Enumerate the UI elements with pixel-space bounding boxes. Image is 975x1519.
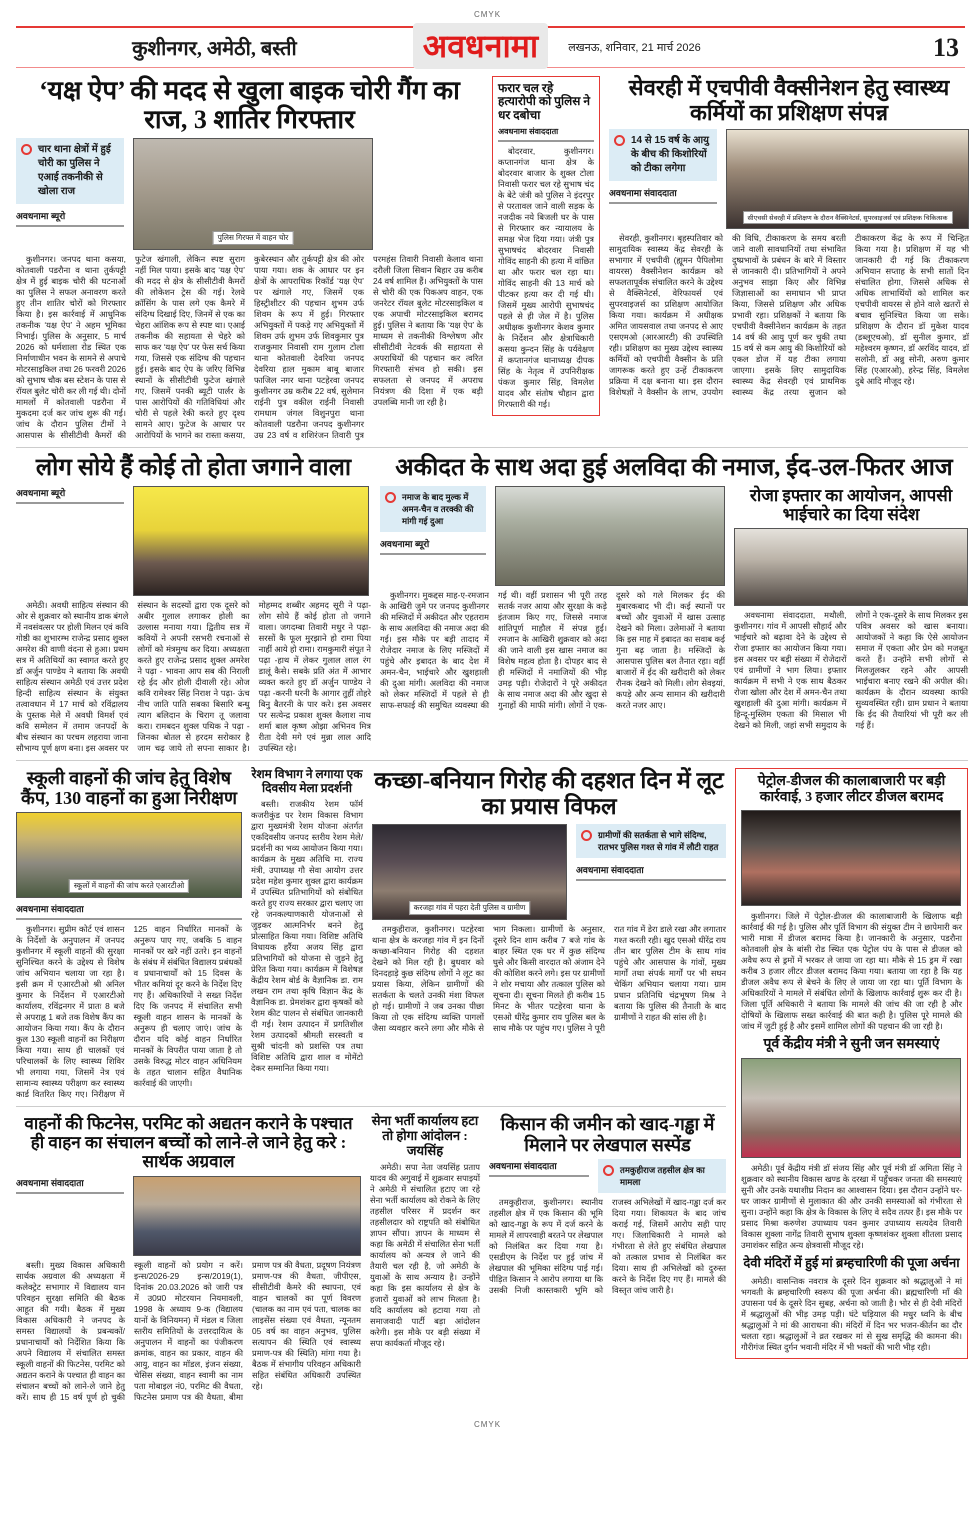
headline-school-vehicles: स्कूली वाहनों की जांच हेतु विशेष कैंप, 130 वाहनों का हुआ निरीक्षण: [21, 768, 237, 809]
photo-meeting: [133, 1176, 361, 1256]
article-lekhpal: [489, 1114, 726, 1295]
byline: अवधनामा संवाददाता: [498, 126, 594, 142]
byline: अवधनामा संवाददाता: [609, 186, 717, 204]
photo-kavi-goshthi: [133, 486, 369, 596]
article-sena-bharti: [370, 1114, 480, 1349]
masthead: [16, 26, 965, 68]
article-body: कुशीनगर। मुकद्दस माह-ए-रमजान के आखिरी जुमे पर जनपद कुशीनगर की मस्जिदों में अकीदत और एहतराम के साथ अलविदा की नमाज अदा की गई। इस मौके पर बड़ी तादाद में रोजेदार नमाज के लिए मस्जिदों में पहुंचे और इबादत के बाद देश में अमन-चैन, भाईचारे और खुशहाली की दुआ मांगी। अलविदा की नमाज को लेकर मस्जिदों में पहले से ही साफ-सफाई की समुचित व्यवस्था की गई थी। वहीं प्रशासन भी पूरी तरह सतर्क नजर आया और सुरक्षा के कड़े इंतजाम किए गए, जिससे नमाज शांतिपूर्ण माहौल में संपन्न हुई। रमजान के आखिरी शुक्रवार को अदा की जाने वाली इस खास नमाज का विशेष महत्व होता है। दोपहर बाद से ही मस्जिदों में नमाजियों की भीड़ उमड़ पड़ी। रोजेदारों ने पूरे अकीदत के साथ नमाज अदा की और खुदा से गुनाहों की माफी मांगी। लोगों ने एक-दूसरे को गले मिलकर ईद की मुबारकबाद भी दी। कई स्थानों पर बच्चों और युवाओं में खास उत्साह देखने को मिला। उलेमाओं ने बताया कि इस माह में इबादत का सवाब कई गुना बढ़ जाता है। मस्जिदों के आसपास पुलिस बल तैनात रहा। वहीं बाजारों में ईद की खरीदारी को लेकर रौनक देखने को मिली। लोग सेवइयां, कपड़े और अन्य सामान की खरीदारी करते नजर आए।: [380, 590, 725, 711]
article-body: तमकुहीराज, कुशीनगर। स्थानीय तहसील क्षेत्र में एक किसान की भूमि को खाद-गड्ढा के रूप में दर्ज करने के मामले में लापरवाही बरतने पर लेखपाल को निलंबित कर दिया गया है। एसडीएम के निर्देश पर हुई जांच में लेखपाल की भूमिका संदिग्ध पाई गई। पीड़ित किसान ने आरोप लगाया था कि उसकी निजी कास्तकारी भूमि को राजस्व अभिलेखों में खाद-गड्ढा दर्ज कर दिया गया। शिकायत के बाद जांच कराई गई, जिसमें आरोप सही पाए गए। जिलाधिकारी ने मामले को गंभीरता से लेते हुए संबंधित लेखपाल को तत्काल प्रभाव से निलंबित कर दिया। साथ ही अभिलेखों को दुरुस्त करने के निर्देश दिए गए हैं। मामले की विस्तृत जांच जारी है।: [489, 1196, 726, 1295]
article-body: बोदरवार, कुशीनगर। कप्तानगंज थाना क्षेत्र के बोदरवार बाजार के शुक्ल टोला निवासी फरार चल रहे सुभाष चंद के बेटे जंत्री को पुलिस ने इंदरपुर से परतावल जाने वाली सड़क के नजदीक नये बिजली घर के पास से गिरफ्तार कर न्यायालय के समक्ष भेज दिया गया। जंत्री पुत्र सुभाषचंद बोदरवार निवासी गोविंद साहनी की हत्या में वांछित था और फरार चल रहा था। गोविंद साहनी की 13 मार्च को पीटकर हत्या कर दी गई थी। जिसमें मुख्य आरोपी सुभाषचंद पहले से ही जेल में है। पुलिस अधीक्षक कुशीनगर केशव कुमार के निर्देशन और क्षेत्राधिकारी कसया कुन्दन सिंह के पर्यवेक्षण में कप्तानगंज थानाध्यक्ष दीपक सिंह के नेतृत्व में उपनिरीक्षक पंकज कुमार सिंह, विमलेश यादव और संतोष चौहान द्वारा गिरफ्तारी की गई।: [498, 146, 594, 410]
lower-section: [16, 768, 968, 1415]
highlight-box: तमकुहीराज तहसील क्षेत्र का मामला: [598, 1159, 726, 1193]
highlight-box: नमाज के बाद मुल्क में अमन-चैन व तरक्की की मांगी गई दुआ: [380, 486, 486, 532]
boxed-article-murder: [492, 76, 600, 416]
article-alvida: [380, 486, 725, 711]
photo-public-hearing: [741, 1058, 961, 1158]
byline: अवधनामा संवाददाता: [16, 1176, 124, 1194]
issue-date: लखनऊ, शनिवार, 21 मार्च 2026: [568, 42, 701, 54]
highlight-box: ग्रामीणों की सतर्कता से भागे संदिग्ध, रातभर पुलिस गश्त से गांव में लौटी राहत: [576, 824, 726, 858]
headline-holi-milan: लोग सोये हैं कोई तो होता जगाने वाला: [35, 455, 352, 482]
print-mark-top: CMYK: [473, 10, 502, 19]
article-school-vehicles: [16, 768, 242, 1100]
article-hpv: [609, 76, 969, 398]
headline-fitness: वाहनों की फिटनेस, परमिट को अद्यतन कराने के पश्चात ही वाहन का संचालन बच्चों को लाने-ले जाने हेतु करे : सार्थक अग्रवाल: [24, 1114, 353, 1172]
headline-sena-bharti: सेना भर्ती कार्यालय हटा तो होगा आंदोलन : जयसिंह: [371, 1113, 479, 1158]
article-kachha-baniyan: [372, 768, 726, 1034]
boxed-right-column: [735, 768, 968, 1359]
highlight-box: [16, 138, 124, 204]
article-body: अमेठी। अवधी साहित्य संस्थान की ओर से शुक्रवार को स्थानीय डाक बंगले में नवसंवत्सर पर होली मिलन एवं कवि गोष्ठी का शुभारम्भ राजेन्द्र प्रसाद शुक्ल अमरेश की वाणी वंदना से हुआ। प्रथम सत्र में अतिथियों का स्वागत करते हुए डॉ अर्जुन पाण्डेय ने बताया कि अवधी साहित्य संस्थान अमेठी एवं उत्तर प्रदेश हिन्दी साहित्य संस्थान के संयुक्त तत्वावधान में 17 मार्च को रविंद्रालय के पुस्तक मेले में अवधी विमर्श एवं कवि सम्मेलन में तमाम जनपदों के बीच संस्थान का परचम लहराया जाना सौभाग्य पूर्ण क्षण बना। इस अवसर पर संस्थान के सदस्यों द्वारा एक दूसरे को अबीर गुलाल लगाकर होली का उल्लास मनाया गया। द्वितीय सत्र में कवियों ने अपनी रसभरी रचनाओं से लोगों को मंत्रमुग्ध कर दिया। अध्यक्षता करते हुए राजेन्द्र प्रसाद शुक्ल अमरेश ने पढ़ा - भावना आप सब की निराली रहे ईद और होली दीवाली रहे। ओज कवि रामेश्वर सिंह निराश ने पढ़ा- ऊंच नीच जाति पाति सबका बिसारि बन्धु त्याग बलिदान के चिराग तू जलावा करा। रामबदन शुक्ल पथिक ने पढ़ा - जिनका बोतल से हरदम सरोकार है जाम चढ़ जाये तो सपना साकार है। मोहम्मद शब्बीर अहमद सूरी ने पढ़ा- लोग सोये हैं कोई होता तो जगाने वाला। जगदम्बा तिवारी मधुर ने पढ़ा- सरसों कै फूल मुरझाने हो रामा पिया नाहीं आये हो रामा। रामकुमारी संपूत ने पढ़ा -हाथ में लेकर गुलाल लाल रंग डालूं कैसे। सबके प्रति अंत में आभार व्यक्त करते हुए डॉ अर्जुन पाण्डेय ने पढ़ा -करनी धरनी कै आगार तुहीं तोहरे बिनु बैतरनी के पार करे। इस अवसर पर सत्येन्द्र प्रकाश शुक्ल कैलाश नाथ शर्मा बाल कृष्ण ओझा अभिनव मित्र रीता देवी मगे एवं मुन्ना लाल आदि उपस्थित रहे।: [16, 600, 371, 754]
band-1: [16, 76, 968, 448]
newspaper-logo: अवधनामा: [413, 23, 548, 69]
page-number: 13: [933, 32, 959, 62]
headline-diesel: पेट्रोल-डीजल की कालाबाजारी पर बड़ी कार्रवाई, 3 हजार लीटर डीजल बरामद: [757, 774, 946, 805]
article-body: सेवरही, कुशीनगर। बृहस्पतिवार को सामुदायिक स्वास्थ्य केंद्र सेवरही के सभागार में एचपीवी (ह्यूमन पैपिलोमा वायरस) वैक्सीनेशन कार्यक्रम को सफलतापूर्वक संचालित करने के उद्देश्य से वैक्सिनेटर्स, वेरिफायर्स एवं सुपरवाइजर्स का प्रशिक्षण आयोजित किया गया। कार्यक्रम में अधीक्षक अमित जायसवाल तथा जनपद से आए एसएमओ (आरआरटी) की उपस्थिति रही। प्रशिक्षण का मुख्य उद्देश्य स्वास्थ्य कर्मियों को एचपीवी वैक्सीन के प्रति जागरूक करते हुए उन्हें टीकाकरण प्रक्रिया में दक्ष बनाना था। इस दौरान विशेषज्ञों ने वैक्सीन के लाभ, उपयोग की विधि, टीकाकरण के समय बरती जाने वाली सावधानियों तथा संभावित दुष्प्रभावों के प्रबंधन के बारे में विस्तार से जानकारी दी। प्रतिभागियों ने अपने अनुभव साझा किए और विभिन्न जिज्ञासाओं का समाधान भी प्राप्त किया, जिससे प्रशिक्षण और अधिक प्रभावी रहा। प्रशिक्षकों ने बताया कि एचपीवी वैक्सीनेशन कार्यक्रम के तहत 14 वर्ष की आयु पूर्ण कर चुकी तथा 15 वर्ष से कम आयु की किशोरियों को एकल डोज में यह टीका लगाया जाएगा। इसके लिए सामुदायिक स्वास्थ्य केंद्र सेवरही एवं प्राथमिक स्वास्थ्य केंद्र तरया सुजान को टीकाकरण केंद्र के रूप में चिन्हित किया गया है। प्रशिक्षण में यह भी जानकारी दी गई कि टीकाकरण अभियान सप्ताह के सभी सातों दिन संचालित होगा, जिससे अधिक से अधिक लाभार्थियों को शामिल कर एचपीवी वायरस से होने वाले खतरों से बचाव सुनिश्चित किया जा सके। प्रशिक्षण के दौरान डॉ मुकेश यादव (डब्लूएचओ), डॉ सुनील कुमार, डॉ महेश्वरम कृष्णन, डॉ अरविंद यादव, डॉ सलोनी, डॉ अन्नु सोनी, अरुण कुमार सिंह (एआरओ), हरेन्द्र सिंह, विमलेश दुबे आदि मौजूद रहे।: [609, 233, 969, 398]
headline-lekhpal: किसान की जमीन को खाद-गड्ढा में मिलाने पर लेखपाल सस्पेंड: [500, 1114, 715, 1155]
bullet-ring-icon: [21, 144, 32, 155]
article-body: कुशीनगर। जनपद थाना कसया, कोतवाली पडरौना व थाना तुर्कपट्टी क्षेत्र में हुई बाइक चोरी की घटनाओं का पुलिस ने सफल अनावरण करते हुए तीन शातिर चोरों को गिरफ्तार किया है। इस कार्रवाई में आधुनिक तकनीक ‘यक्ष ऐप’ ने अहम भूमिका निभाई। पुलिस के अनुसार, 5 मार्च 2026 को धर्मशाला रोड स्थित एक निर्माणाधीन भवन के सामने से अपाचे मोटरसाइकिल तथा 26 फरवरी 2026 को सुभाष चौक बस स्टेशन के पास से रॉयल बुलेट चोरी कर ली गई थी। दोनों मामलों में कोतवाली पडरौना में मुकदमा दर्ज कर जांच शुरू की गई। जांच के दौरान पुलिस टीमों ने आसपास के सीसीटीवी कैमरों की फुटेज खंगाली, लेकिन स्पष्ट सुराग नहीं मिल पाया। इसके बाद ‘यक्ष ऐप’ की मदद से क्षेत्र के सीसीटीवी कैमरों की लोकेशन ट्रेस की गई। रेलवे क्रॉसिंग के पास लगे एक कैमरे में संदिग्ध दिखाई दिए, जिनमें से एक का चेहरा आंशिक रूप से स्पष्ट था। एआई तकनीक की सहायता से चेहरे को साफ कर ‘यक्ष ऐप’ पर फेस सर्च किया गया, जिससे एक संदिग्ध की पहचान हुई। इसके बाद ऐप के जरिए विभिन्न स्थानों के सीसीटीवी फुटेज खंगाले गए, जिसमें पनकी ब्यूटी पार्लर के पास आरोपियों की गतिविधियां और चोरी से पहले रेकी करते हुए दृश्य सामने आए। फुटेज के आधार पर आरोपियों के भागने का रास्ता कसया, कुबेरस्थान और तुर्कपट्टी क्षेत्र की ओर पाया गया। शक के आधार पर इन क्षेत्रों के आपराधिक रिकॉर्ड ‘यक्ष ऐप’ पर खंगाले गए, जिसमें एक हिस्ट्रीशीटर की पहचान शुभम उर्फ शिवम के रूप में हुई। गिरफ्तार अभियुक्तों में पकड़े गए अभियुक्तों में शिवम उर्फ शुभम उर्फ शिवकुमार पुत्र राजकुमार निवासी राम गुलाम टोला थाना कोतवाली देवरिया जनपद देवरिया हाल मुकाम बाबू बाजार फाजिल नगर थाना पटहेरवा जनपद कुशीनगर उम्र करीब 22 वर्ष, सुलेमान राईनी पुत्र वकील राईनी निवासी रामधाम जंगल विशुनपुरा थाना कोतवाली पडरौना जनपद कुशीनगर उम्र 23 वर्ष व शशिरंजन तिवारी पुत्र परमहंस तिवारी निवासी केलाव थाना दरौली जिला सिवान बिहार उम्र करीब 24 वर्ष शामिल हैं। अभियुक्तों के पास से चोरी की एक पिकअप वाहन, एक जनरेटर रॉयल बुलेट मोटरसाइकिल व एक अपाची मोटरसाइकिल बरामद हुई। पुलिस ने बताया कि ‘यक्ष ऐप’ के माध्यम से तकनीकी विश्लेषण और सीसीटीवी नेटवर्क की सहायता से अपराधियों की पहचान कर त्वरित गिरफ्तारी संभव हो सकी। इस सफलता से जनपद में अपराध नियंत्रण की दिशा में एक बड़ी उपलब्धि मानी जा रही है।: [16, 254, 483, 441]
bullet-ring-icon: [614, 135, 625, 146]
article-body: कुशीनगर। सुप्रीम कोर्ट एवं शासन के निर्देशों के अनुपालन में जनपद कुशीनगर में स्कूली वाहनों की सुरक्षा सुनिश्चित करने के उद्देश्य से विशेष जांच अभियान चलाया जा रहा है। इसी क्रम में एआरटीओ श्री अनिल कुमार के निर्देशन में एआरटीओ कार्यालय, रविंद्रनगर में प्रातः 8 बजे से अपराह्न 1 बजे तक विशेष कैंप का आयोजन किया गया। कैंप के दौरान कुल 130 स्कूली वाहनों का निरीक्षण किया गया। साथ ही चालकों एवं परिचालकों के लिए स्वास्थ्य शिविर भी लगाया गया, जिसमें नेत्र एवं सामान्य स्वास्थ्य परीक्षण कर स्वास्थ्य कार्ड वितरित किए गए। निरीक्षण में 125 वाहन निर्धारित मानकों के अनुरूप पाए गए, जबकि 5 वाहन मानकों पर खरे नहीं उतरे। इन वाहनों के संबंध में संबंधित विद्यालय प्रबंधकों व प्रधानाचार्यों को 15 दिवस के भीतर कमियां दूर करने के निर्देश दिए गए हैं। अधिकारियों ने सख्त निर्देश दिए कि जनपद में संचालित सभी स्कूली वाहन शासन के मानकों के अनुरूप ही चलाए जाएं। जांच के दौरान यदि कोई वाहन निर्धारित मानकों के विपरीत पाया जाता है तो उसके विरुद्ध मोटर वाहन अधिनियम के तहत चालान सहित वैधानिक कार्रवाई की जाएगी।: [16, 924, 242, 1100]
headline-kachha-baniyan: कच्छा-बनियान गिरोह की दहशत दिन में लूट का प्रयास विफल: [374, 768, 724, 819]
headline-resham: रेशम विभाग ने लगाया एक दिवसीय मेला प्रदर्शनी: [251, 767, 363, 795]
headline-sanjay-singh: पूर्व केंद्रीय मंत्री ने सुनी जन समस्याएं: [763, 1037, 940, 1053]
photo-namaz: [495, 486, 725, 586]
byline: अवधनामा संवाददाता: [16, 902, 242, 920]
photo-caption: पुलिस गिरफ्त में वाहन चोर: [213, 231, 294, 245]
section-title: कुशीनगर, अमेठी, बस्ती: [132, 38, 297, 60]
headline-alvida-namaz: अकीदत के साथ अदा हुई अलविदा की नमाज, ईद-उल-फितर आज: [395, 455, 953, 482]
article-body: बस्ती। राजकीय रेशम फॉर्म कजरीकुंड पर रेशम विकास विभाग द्वारा मुख्यमंत्री रेशम योजना अंतर्गत एकदिवसीय जनपद स्तरीय रेशम मेले/प्रदर्शनी का भव्य आयोजन किया गया। कार्यक्रम के मुख्य अतिथि मा. राज्य मंत्री, उपाध्यक्ष गौ सेवा आयोग उत्तर प्रदेश महेश कुमार शुक्ल द्वारा कार्यक्रम में उपस्थित प्रतिभागियों को संबोधित करते हुए राज्य सरकार द्वारा चलाए जा रहे जनकल्याणकारी योजनाओं से जुड़कर आत्मनिर्भर बनने हेतु प्रोत्साहित किया गया। विशिष्ट अतिथि विधायक हर्रैया अजय सिंह द्वारा प्रतिभागियों को योजना से जुड़ने हेतु प्रेरित किया गया। कार्यक्रम में विशेषज्ञ केंद्रीय रेशम बोर्ड के वैज्ञानिक डा. राम लखन राम तथा कृषि विज्ञान केंद्र के वैज्ञानिक डा. प्रेमशंकर द्वारा कृषकों को रेशम कीट पालन से संबंधित जानकारी दी गई। रेशम उत्पादन में प्रगतिशील रेशम उत्पादकों श्रीमती सरस्वती व सुश्री चांदनी को प्रशस्ति पत्र तथा विशिष्ट अतिथि द्वारा शाल व मोमेंटो देकर सम्मानित किया गया।: [251, 798, 363, 1073]
photo-arrested-thieves: [133, 138, 373, 250]
headline-bike-theft: ‘यक्ष ऐप’ की मदद से खुला बाइक चोरी गैंग का राज, 3 शातिर गिरफ्तार: [39, 76, 460, 135]
article-body: अमेठी। सपा नेता जयसिंह प्रताप यादव की अगुवाई में शुक्रवार सपाइयों ने अमेठी में संचालित हटाए जा रहे सेना भर्ती कार्यालय को रोकने के लिए तहसील परिसर में प्रदर्शन कर तहसीलदार को राष्ट्रपति को संबोधित ज्ञापन सौंपा। ज्ञापन के माध्यम से कहा कि अमेठी में संचालित सेना भर्ती कार्यालय को अन्यत्र ले जाने की तैयारी चल रही है, जो अमेठी के युवाओं के साथ अन्याय है। उन्होंने कहा कि इस कार्यालय से क्षेत्र के हजारों युवाओं को लाभ मिलता है। यदि कार्यालय को हटाया गया तो समाजवादी पार्टी बड़ा आंदोलन करेगी। इस मौके पर बड़ी संख्या में सपा कार्यकर्ता मौजूद रहे।: [370, 1162, 480, 1349]
photo-diesel-drums: [741, 810, 961, 906]
highlight-text: चार थाना क्षेत्रों में हुई चोरी का पुलिस ने एआई तकनीकी से खोला राज: [38, 144, 111, 198]
byline: अवधनामा ब्यूरो: [16, 209, 124, 227]
article-holi-milan: [16, 486, 371, 754]
byline: अवधनामा ब्यूरो: [16, 486, 124, 504]
headline-devi-mandir: देवी मंदिरों में हुई मां ब्रम्हचारिणी की पूजा अर्चना: [743, 1255, 960, 1271]
byline: अवधनामा संवाददाता: [489, 1159, 589, 1177]
band-4: [16, 1114, 726, 1408]
bullet-ring-icon: [603, 1165, 614, 1176]
article-body: अवधनामा संवाददाता, मथौली, कुशीनगर। गांव में आपसी सौहार्द और भाईचारे को बढ़ावा देने के उद्देश्य से रोजा इफ्तार का आयोजन किया गया। इस अवसर पर बड़ी संख्या में रोजेदारों एवं ग्रामीणों ने भाग लिया। इफ्तार कार्यक्रम में सभी ने एक साथ बैठकर रोजा खोला और देश में अमन-चैन तथा खुशहाली की दुआ मांगी। कार्यक्रम में हिन्दू-मुस्लिम एकता की मिसाल भी देखने को मिली, जहां सभी समुदाय के लोगों ने एक-दूसरे के साथ मिलकर इस पवित्र अवसर को खास बनाया। आयोजकों ने कहा कि ऐसे आयोजन समाज में एकता और प्रेम को मजबूत करते हैं। उन्होंने सभी लोगों से मिलजुलकर रहने और आपसी भाईचारा बनाए रखने की अपील की। कार्यक्रम के दौरान व्यवस्था काफी सुव्यवस्थित रही। ग्राम प्रधान ने बताया कि ईद की तैयारियां भी पूरी कर ली गई हैं।: [734, 610, 968, 731]
photo-vehicle-inspection: स्कूलों में वाहनों की जांच करते एआरटीओ: [16, 812, 242, 898]
headline-hpv: सेवरही में एचपीवी वैक्सीनेशन हेतु स्वास्थ्य कर्मियों का प्रशिक्षण संपन्न: [628, 75, 950, 125]
article-fitness: [16, 1114, 361, 1402]
article-bike-theft: [16, 76, 483, 441]
bullet-ring-icon: [385, 492, 396, 503]
band-2: [16, 455, 968, 761]
article-body: अमेठी। वासन्तिक नवरात्र के दूसरे दिन शुक्रवार को श्रद्धालुओं ने मां भगवती के ब्रम्हचारिणी स्वरूप की पूजा अर्चना की। ब्रह्मचारिणी माँ की उपासना पर्व के दूसरे दिन सुबह, अर्चना को जाती है। भोर से ही देवी मंदिरों में श्रद्धालुओं की भीड़ उमड़ पड़ी। घंटे घड़ियाल की मधुर ध्वनि के बीच श्रद्धालुओं ने मां की आराधना की। मंदिरों में दिन भर भजन-कीर्तन का दौर चलता रहा। श्रद्धालुओं ने व्रत रखकर मां से सुख समृद्धि की कामना की। गौरीगंज स्थित दुर्गन भवानी मंदिर में भी भक्तों की भारी भीड़ रही।: [741, 1275, 962, 1352]
photo-village-patrol: करजहा गांव में पहरा देती पुलिस व ग्रामीण: [372, 824, 567, 920]
band-3: [16, 768, 726, 1107]
article-resham: [251, 768, 363, 1074]
print-mark-bottom: CMYK: [473, 1419, 502, 1429]
article-body: अमेठी। पूर्व केंद्रीय मंत्री डॉ संजय सिंह और पूर्व मंत्री डॉ अमिता सिंह ने शुक्रवार को स्थानीय विकास खण्ड के दरखा में पहुँचकर जनता की समस्याएं सुनी और उनके यथाशीघ्र निदान का आश्वासन दिया। इस दौरान उन्होंने घर-घर जाकर ग्रामीणों से मुलाकात की और उनकी समस्याओं को गंभीरता से सुना। उन्होंने कहा कि क्षेत्र के विकास के लिए वे सदैव तत्पर हैं। इस मौके पर प्रसाद मिश्रा करुणेश उपाध्याय पवन कुमार उपाध्याय सत्यदेव तिवारी विकास शुक्ला नागेंद्र तिवारी सुभाष शुक्ला कृष्णशंकर शुक्ला शीतला प्रसाद उमाशंकर सहित अन्य क्षेत्रवासी मौजूद रहे।: [741, 1163, 962, 1251]
photo-iftar: [734, 528, 968, 606]
article-body: कुशीनगर। जिले में पेट्रोल-डीजल की कालाबाजारी के खिलाफ बड़ी कार्रवाई की गई है। पुलिस और पूर्ति विभाग की संयुक्त टीम ने छापेमारी कर भारी मात्रा में डीजल बरामद किया है। जानकारी के अनुसार, पडरौना कोतवाली क्षेत्र के बांसी रोड स्थित एक पेट्रोल पंप के पास से डीजल को अवैध रूप से ड्रमों में भरकर ले जाया जा रहा था। मौके से 15 ड्रम में रखा करीब 3 हजार लीटर डीजल बरामद किया गया। बताया जा रहा है कि यह डीजल अवैध रूप से बेचने के लिए ले जाया जा रहा था। पूर्ति विभाग के अधिकारियों ने मामले में संबंधित लोगों के खिलाफ कार्रवाई शुरू कर दी है। जिला पूर्ति अधिकारी ने बताया कि मामले की जांच की जा रही है और दोषियों के खिलाफ सख्त कार्रवाई की बात कही है। पुलिस पूरे मामले की जांच में जुटी हुई है और इसमें शामिल लोगों की पहचान की जा रही है।: [741, 911, 962, 1032]
article-body: बस्ती। मुख्य विकास अधिकारी सार्थक अग्रवाल की अध्यक्षता में कलेक्ट्रेट सभागार में विद्यालय यान परिवहन सुरक्षा समिति की बैठक आहूत की गयी। बैठक में मुख्य विकास अधिकारी ने जनपद के समस्त विद्यालयों के प्रबन्धकों/प्रधानाचार्यों को निर्देशित किया कि अपने विद्यालय में संचालित समस्त स्कूली वाहनों की फिटनेस, परमिट को अद्यतन कराने के पश्चात ही वाहन का संचालन बच्चों को लाने-ले जाने हेतु करें। साथ ही 15 वर्ष पूर्ण हो चुकी स्कूली वाहनों को प्रयोग न करें। इन्स/2026-29 इन्स/2019(1), दिनांक 20.03.2026 को जारी पत्र में उ0प्र0 मोटरयान नियमावली, 1998 के अध्याय 9-क (विद्यालय यानों के विनियमन) में मंडल व जिला स्तरीय समितियों के उत्तरदायित्व के अनुपालन में वाहनों का पंजीकरण क्रमांक, वाहन का प्रकार, वाहन की आयु, वाहन का मॉडल, इंजन संख्या, चेसिस संख्या, वाहन स्वामी का नाम पता मोबाइल नं0, परमिट की वैधता, फिटनेस प्रमाण पत्र की वैधता, बीमा प्रमाण पत्र की वैधता, प्रदूषण नियंत्रण प्रमाण-पत्र की वैधता, जीपीएस, सीसीटीवी कैमरे की स्थापना, एवं वाहन चालकों का पूर्ण विवरण (चालक का नाम एवं पता, चालक का लाइसेंस संख्या एवं वैधता, न्यूनतम 05 वर्ष का वाहन अनुभव, पुलिस सत्यापन की स्थिति एवं स्वास्थ्य प्रमाण-पत्र की स्थिति) मांगा गया है। बैठक में संभागीय परिवहन अधिकारी सहित संबंधित अधिकारी उपस्थित रहे।: [16, 1259, 361, 1402]
article-roza-iftar: [734, 486, 968, 731]
photo-training: सीएचसी सेवरही में प्रशिक्षण के दौरान वैक्सिनेटर्स, सुपरवाइजर्स एवं प्रशिक्षक चिकित्सक: [726, 129, 969, 229]
highlight-box: 14 से 15 वर्ष के आयु के बीच की किशोरियों को टीका लगेगा: [609, 129, 717, 181]
byline: अवधनामा ब्यूरो: [380, 537, 486, 555]
headline-roza-iftar: रोजा इफ्तार का आयोजन, आपसी भाईचारे का दिया संदेश: [749, 486, 953, 525]
headline-murder-accused: फरार चल रहे हत्यारोपी को पुलिस ने धर दबोचा: [498, 81, 591, 122]
bullet-ring-icon: [581, 830, 592, 841]
article-body: तमकुहीराज, कुशीनगर। पटहेरवा थाना क्षेत्र के करजहा गांव में इन दिनों कच्छा-बनियान गिरोह की दहशत देखने को मिल रही है। बुधवार को दिनदहाड़े कुछ संदिग्ध लोगों ने लूट का प्रयास किया, लेकिन ग्रामीणों की सतर्कता के चलते उनकी मंशा विफल हो गई। ग्रामीणों ने जब उनका पीछा किया तो एक संदिग्ध व्यक्ति पागलों जैसा व्यवहार करने लगा और मौके से भाग निकला। ग्रामीणों के अनुसार, दूसरे दिन शाम करीब 7 बजे गांव के बाहर स्थित एक घर में कुछ संदिग्ध घुसे और किसी वारदात को अंजाम देने की कोशिश करने लगे। इस पर ग्रामीणों ने शोर मचाया और तत्काल पुलिस को सूचना दी। सूचना मिलते ही करीब 15 मिनट के भीतर पटहेरवा थाना के एसओ धीरेंद्र कुमार राय पुलिस बल के साथ मौके पर पहुंच गए। पुलिस ने पूरी रात गांव में डेरा डाले रखा और लगातार गश्त करती रही। खुद एसओ धीरेंद्र राय तीन बार पुलिस टीम के साथ गांव पहुंचे और आसपास के गांवों, मुख्य मार्गों तथा संपर्क मार्गों पर भी सघन चेकिंग अभियान चलाया गया। ग्राम प्रधान प्रतिनिधि चंद्रभूषण मिश्र ने बताया कि पुलिस की तैनाती के बाद ग्रामीणों ने राहत की सांस ली है।: [372, 923, 726, 1033]
byline: अवधनामा संवाददाता: [576, 863, 726, 881]
